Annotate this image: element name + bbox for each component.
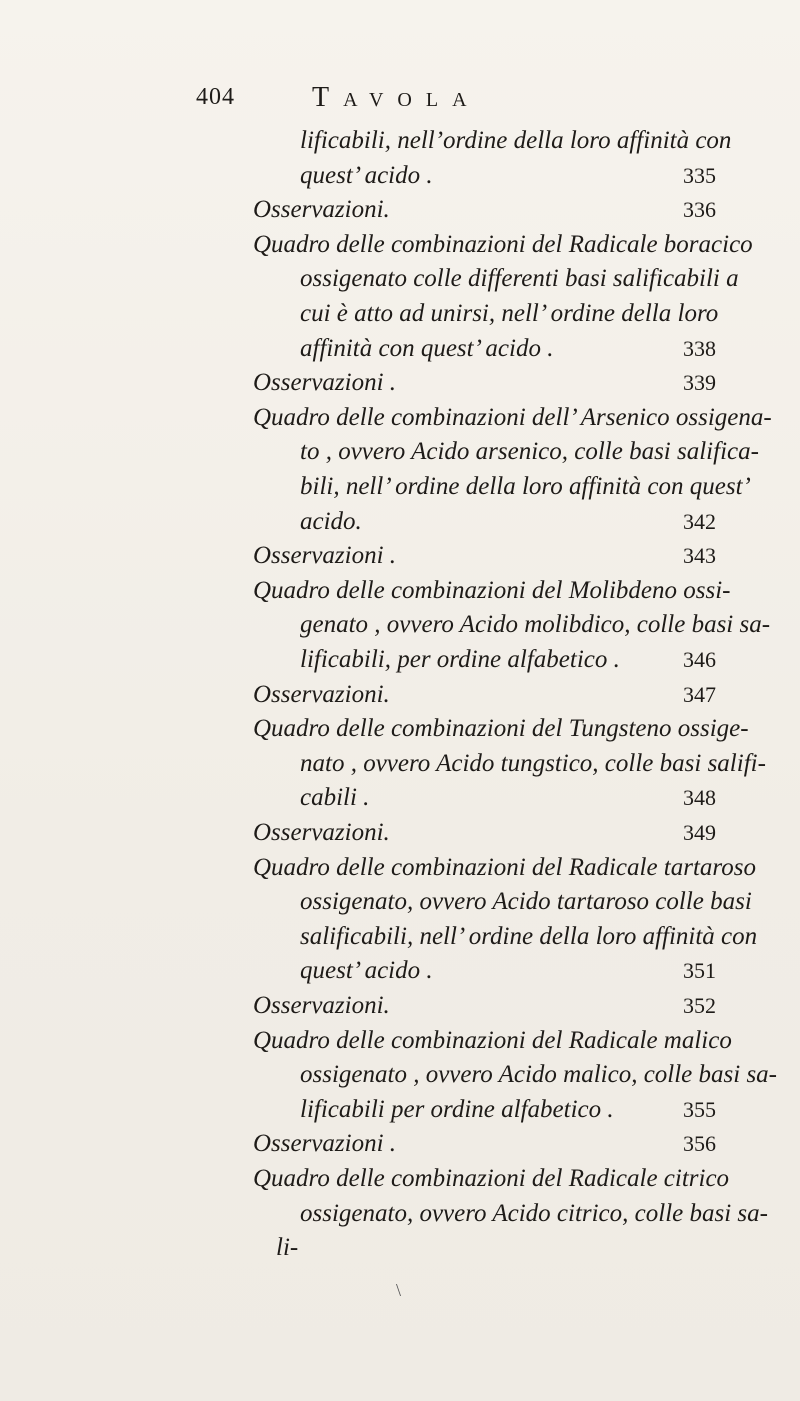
index-line xyxy=(0,885,800,919)
index-line-text: affinità con quest’ acido . xyxy=(300,334,554,362)
index-line xyxy=(0,712,800,746)
index-line xyxy=(0,435,800,469)
index-line xyxy=(0,1058,800,1092)
index-line-text: nato , ovvero Acido tungstico, colle basi salifi- xyxy=(300,749,766,777)
index-line xyxy=(0,505,800,539)
index-line xyxy=(0,401,800,435)
page-reference: 338 xyxy=(683,335,716,361)
running-head xyxy=(196,84,756,118)
index-line-text: Quadro delle combinazioni del Molibdeno ossi- xyxy=(253,576,731,604)
index-line-text: Osservazioni . xyxy=(253,369,397,397)
index-line xyxy=(0,678,800,712)
page-reference: 347 xyxy=(683,681,716,707)
page-reference: 335 xyxy=(683,162,716,188)
index-line xyxy=(0,1197,800,1231)
index-line xyxy=(0,262,800,296)
index-line xyxy=(0,159,800,193)
index-line xyxy=(0,470,800,504)
index-line xyxy=(0,989,800,1023)
index-line-text: cui è atto ad unirsi, nell’ ordine della loro xyxy=(300,300,719,327)
index-line-text: lificabili, per ordine alfabetico . xyxy=(300,646,620,673)
index-line-text: lificabili per ordine alfabetico . xyxy=(300,1095,614,1123)
page-reference: 336 xyxy=(683,197,716,223)
index-line xyxy=(0,920,800,954)
page-reference: 343 xyxy=(683,543,716,569)
page-reference: 356 xyxy=(683,1131,716,1157)
index-line-text: lificabili, nell’ordine della loro affinità con xyxy=(300,127,732,154)
page-reference: 349 xyxy=(683,820,716,845)
index-line xyxy=(0,747,800,781)
index-line-text: genato , ovvero Acido molibdico, colle basi sa- xyxy=(300,611,771,639)
index-line xyxy=(0,1127,800,1161)
index-line-text: ossigenato , ovvero Acido malico, colle basi sa- xyxy=(300,1061,778,1089)
index-line xyxy=(0,643,800,677)
index-line-text: Osservazioni . xyxy=(253,542,397,570)
index-line xyxy=(0,366,800,400)
index-line xyxy=(0,608,800,642)
index-line-text: to , ovvero Acido arsenico, colle basi salifica- xyxy=(300,438,759,466)
index-line-text: Osservazioni. xyxy=(253,819,390,846)
index-line xyxy=(0,954,800,988)
index-line-text: Osservazioni. xyxy=(253,992,390,1019)
index-line-text: Quadro delle combinazioni del Radicale boracico xyxy=(253,230,753,258)
index-line xyxy=(0,851,800,885)
index-line-text: Quadro delle combinazioni del Tungsteno ossige- xyxy=(253,715,749,743)
index-line-text: Quadro delle combinazioni dell’ Arsenico ossigena- xyxy=(253,403,772,431)
index-line-text: ossigenato, ovvero Acido citrico, colle basi sa- xyxy=(300,1199,768,1227)
index-line xyxy=(0,816,800,850)
index-line xyxy=(0,539,800,573)
index-line-text: ossigenato colle differenti basi salificabili a xyxy=(300,265,739,293)
page-reference: 348 xyxy=(683,785,716,811)
index-line-text: li- xyxy=(276,1234,299,1262)
page-reference: 346 xyxy=(683,647,716,672)
index-line xyxy=(0,228,800,262)
index-line-text: ossigenato, ovvero Acido tartaroso colle basi xyxy=(300,888,752,916)
page-reference: 351 xyxy=(683,958,716,984)
index-line xyxy=(0,1231,800,1265)
stray-mark: \ xyxy=(396,1280,402,1300)
page-number: 404 xyxy=(196,84,235,110)
index-line-text: quest’ acido . xyxy=(300,957,433,985)
index-line-text: Osservazioni. xyxy=(253,680,390,708)
index-line-text: Osservazioni . xyxy=(253,1130,397,1158)
index-line xyxy=(0,1162,800,1196)
index-line xyxy=(0,781,800,815)
header-title: Tavola xyxy=(312,82,481,113)
index-line-text: bili, nell’ ordine della loro affinità con quest’ xyxy=(300,473,751,500)
page-reference: 339 xyxy=(683,370,716,396)
index-line-text: Quadro delle combinazioni del Radicale citrico xyxy=(253,1165,730,1192)
index-line-text: acido. xyxy=(300,507,362,535)
index-line xyxy=(0,124,800,158)
page-reference: 342 xyxy=(683,508,716,534)
index-line-text: cabili . xyxy=(300,784,370,812)
index-line-text: quest’ acido . xyxy=(300,161,433,189)
index-line xyxy=(0,1024,800,1058)
index-line-text: Osservazioni. xyxy=(253,196,390,224)
index-line xyxy=(0,193,800,227)
index-line xyxy=(0,297,800,331)
index-line xyxy=(0,1093,800,1127)
index-line-text: salificabili, nell’ ordine della loro affinità con xyxy=(300,922,758,950)
index-line xyxy=(0,332,800,366)
page-reference: 352 xyxy=(683,993,716,1018)
index-line-text: Quadro delle combinazioni del Radicale malico xyxy=(253,1026,732,1054)
page-reference: 355 xyxy=(683,1096,716,1122)
index-line-text: Quadro delle combinazioni del Radicale tartaroso xyxy=(253,853,756,881)
index-line xyxy=(0,574,800,608)
